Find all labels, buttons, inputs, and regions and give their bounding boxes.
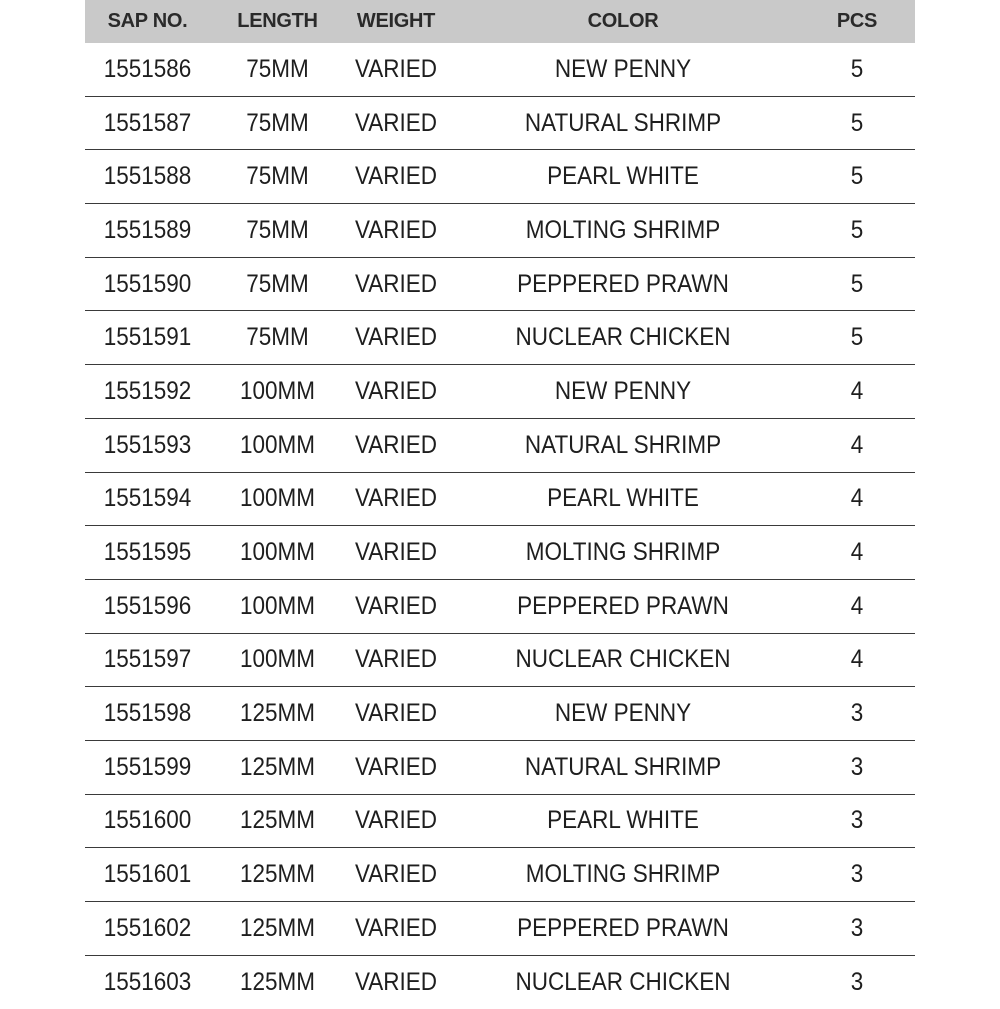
cell-color: NUCLEAR CHICKEN	[515, 645, 731, 674]
cell-length: 125MM	[239, 806, 316, 835]
cell-length: 125MM	[239, 752, 316, 781]
table-row	[85, 419, 915, 473]
cell-sap-no: 1551594	[103, 484, 192, 513]
cell-weight: VARIED	[354, 860, 438, 889]
cell-pcs: 5	[850, 269, 864, 298]
cell-sap-no: 1551603	[103, 968, 192, 997]
cell-weight: VARIED	[354, 323, 438, 352]
cell-color: NATURAL SHRIMP	[524, 752, 722, 781]
table-row	[85, 580, 915, 634]
cell-length: 100MM	[239, 430, 316, 459]
header-weight: WEIGHT	[356, 10, 436, 32]
cell-color: NEW PENNY	[554, 376, 692, 405]
table-row	[85, 902, 915, 956]
cell-color: MOLTING SHRIMP	[525, 538, 721, 567]
cell-color: MOLTING SHRIMP	[525, 215, 721, 244]
cell-pcs: 4	[850, 645, 864, 674]
cell-sap-no: 1551590	[103, 269, 192, 298]
cell-pcs: 3	[850, 968, 864, 997]
cell-pcs: 5	[850, 108, 864, 137]
header-color: COLOR	[587, 10, 659, 32]
cell-color: MOLTING SHRIMP	[525, 860, 721, 889]
table-row	[85, 204, 915, 258]
cell-pcs: 5	[850, 323, 864, 352]
cell-sap-no: 1551593	[103, 430, 192, 459]
cell-pcs: 3	[850, 806, 864, 835]
cell-weight: VARIED	[354, 538, 438, 567]
table-row	[85, 687, 915, 741]
cell-pcs: 4	[850, 484, 864, 513]
cell-weight: VARIED	[354, 215, 438, 244]
cell-pcs: 3	[850, 860, 864, 889]
cell-pcs: 3	[850, 913, 864, 942]
cell-length: 75MM	[246, 108, 309, 137]
cell-length: 125MM	[239, 913, 316, 942]
cell-length: 75MM	[246, 323, 309, 352]
cell-color: NEW PENNY	[554, 699, 692, 728]
cell-color: PEARL WHITE	[547, 162, 699, 191]
cell-length: 125MM	[239, 968, 316, 997]
cell-length: 125MM	[239, 860, 316, 889]
cell-weight: VARIED	[354, 162, 438, 191]
cell-weight: VARIED	[354, 430, 438, 459]
cell-length: 100MM	[239, 376, 316, 405]
cell-weight: VARIED	[354, 484, 438, 513]
table-row	[85, 97, 915, 151]
cell-weight: VARIED	[354, 968, 438, 997]
cell-weight: VARIED	[354, 752, 438, 781]
table-row	[85, 43, 915, 97]
table-row	[85, 848, 915, 902]
cell-sap-no: 1551586	[103, 54, 192, 83]
cell-weight: VARIED	[354, 376, 438, 405]
cell-weight: VARIED	[354, 269, 438, 298]
header-length: LENGTH	[237, 10, 318, 32]
cell-pcs: 5	[850, 215, 864, 244]
table-row	[85, 741, 915, 795]
cell-color: NATURAL SHRIMP	[524, 108, 722, 137]
header-pcs: PCS	[836, 10, 878, 32]
cell-pcs: 5	[850, 54, 864, 83]
table-row	[85, 526, 915, 580]
table-row	[85, 473, 915, 527]
table-row	[85, 956, 915, 1009]
cell-sap-no: 1551589	[103, 215, 192, 244]
cell-color: PEPPERED PRAWN	[517, 269, 729, 298]
table-header	[85, 0, 915, 43]
cell-length: 100MM	[239, 538, 316, 567]
cell-weight: VARIED	[354, 591, 438, 620]
cell-length: 75MM	[246, 215, 309, 244]
cell-pcs: 5	[850, 162, 864, 191]
cell-sap-no: 1551588	[103, 162, 192, 191]
cell-sap-no: 1551596	[103, 591, 192, 620]
table-body	[85, 43, 915, 1009]
cell-pcs: 4	[850, 376, 864, 405]
cell-pcs: 4	[850, 430, 864, 459]
cell-length: 100MM	[239, 591, 316, 620]
table-row	[85, 311, 915, 365]
cell-sap-no: 1551599	[103, 752, 192, 781]
cell-sap-no: 1551587	[103, 108, 192, 137]
cell-color: PEPPERED PRAWN	[517, 591, 729, 620]
cell-sap-no: 1551595	[103, 538, 192, 567]
table-row	[85, 365, 915, 419]
cell-length: 75MM	[246, 54, 309, 83]
cell-sap-no: 1551602	[103, 913, 192, 942]
cell-length: 100MM	[239, 645, 316, 674]
cell-color: NATURAL SHRIMP	[524, 430, 722, 459]
cell-pcs: 3	[850, 752, 864, 781]
product-table	[85, 0, 915, 1009]
table-row	[85, 634, 915, 688]
cell-pcs: 3	[850, 699, 864, 728]
header-sap-no: SAP NO.	[107, 10, 188, 32]
cell-weight: VARIED	[354, 54, 438, 83]
cell-length: 100MM	[239, 484, 316, 513]
cell-weight: VARIED	[354, 108, 438, 137]
cell-weight: VARIED	[354, 806, 438, 835]
cell-weight: VARIED	[354, 913, 438, 942]
cell-sap-no: 1551592	[103, 376, 192, 405]
cell-color: PEPPERED PRAWN	[517, 913, 729, 942]
cell-sap-no: 1551600	[103, 806, 192, 835]
cell-sap-no: 1551601	[103, 860, 192, 889]
cell-pcs: 4	[850, 538, 864, 567]
cell-color: NEW PENNY	[554, 54, 692, 83]
table-row	[85, 795, 915, 849]
cell-weight: VARIED	[354, 645, 438, 674]
cell-length: 75MM	[246, 269, 309, 298]
cell-color: PEARL WHITE	[547, 484, 699, 513]
table-row	[85, 150, 915, 204]
table-row	[85, 258, 915, 312]
cell-color: NUCLEAR CHICKEN	[515, 968, 731, 997]
cell-sap-no: 1551598	[103, 699, 192, 728]
cell-pcs: 4	[850, 591, 864, 620]
cell-color: PEARL WHITE	[547, 806, 699, 835]
cell-weight: VARIED	[354, 699, 438, 728]
cell-color: NUCLEAR CHICKEN	[515, 323, 731, 352]
cell-sap-no: 1551591	[103, 323, 192, 352]
cell-sap-no: 1551597	[103, 645, 192, 674]
cell-length: 125MM	[239, 699, 316, 728]
cell-length: 75MM	[246, 162, 309, 191]
